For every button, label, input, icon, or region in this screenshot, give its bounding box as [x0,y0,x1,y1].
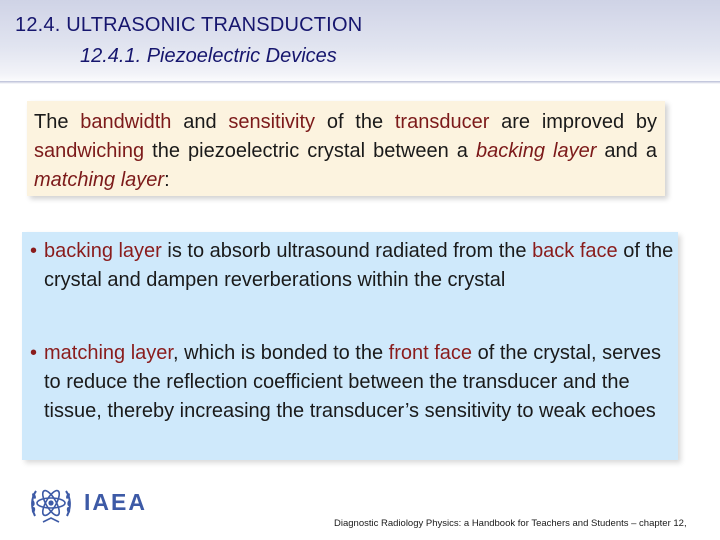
bullet-item-backing-layer [30,237,674,295]
intro-text: are improved by [489,111,657,133]
iaea-emblem-icon [29,482,73,528]
bullet-marker: • [30,240,38,262]
intro-text: the piezoelectric crystal between a [144,140,476,162]
intro-text: and [171,111,229,133]
intro-keyword: matching layer [34,169,165,191]
bullet-keyword: backing layer [44,240,162,262]
bullet-text: is to absorb ultrasound radiated from the [161,240,533,262]
bullet-keyword: back face [532,240,618,262]
intro-keyword: transducer [394,111,490,133]
reference-footer: Diagnostic Radiology Physics: a Handbook for Teachers and Students – chapter 12, [334,518,687,529]
bullet-keyword: front face [388,342,473,364]
bullet-text: of the crystal and dampen reverberations within the crystal [44,240,674,291]
bullet-marker: • [30,342,38,364]
title-band [0,0,720,84]
bullet-text: of the crystal, serves to reduce the reflection coefficient between the transducer and the tissue, thereby increasing the transducer’s sensitivity to weak echoes [44,342,662,422]
intro-paragraph [27,101,665,196]
intro-text: of the [315,111,395,133]
bullet-list [22,232,678,460]
iaea-logo-text: IAEA [84,489,147,515]
intro-text: and a [596,140,657,162]
intro-text: : [164,169,170,191]
intro-keyword: bandwidth [80,111,172,133]
bullet-item-matching-layer [30,339,674,426]
intro-keyword: sandwiching [34,140,145,162]
intro-text: The [34,111,81,133]
intro-keyword: sensitivity [228,111,316,133]
page-title: 12.4. ULTRASONIC TRANSDUCTION [15,14,363,36]
page-subtitle: 12.4.1. Piezoelectric Devices [80,45,337,67]
bullet-text: , which is bonded to the [172,342,389,364]
intro-keyword: backing layer [476,140,597,162]
bullet-keyword: matching layer [44,342,173,364]
